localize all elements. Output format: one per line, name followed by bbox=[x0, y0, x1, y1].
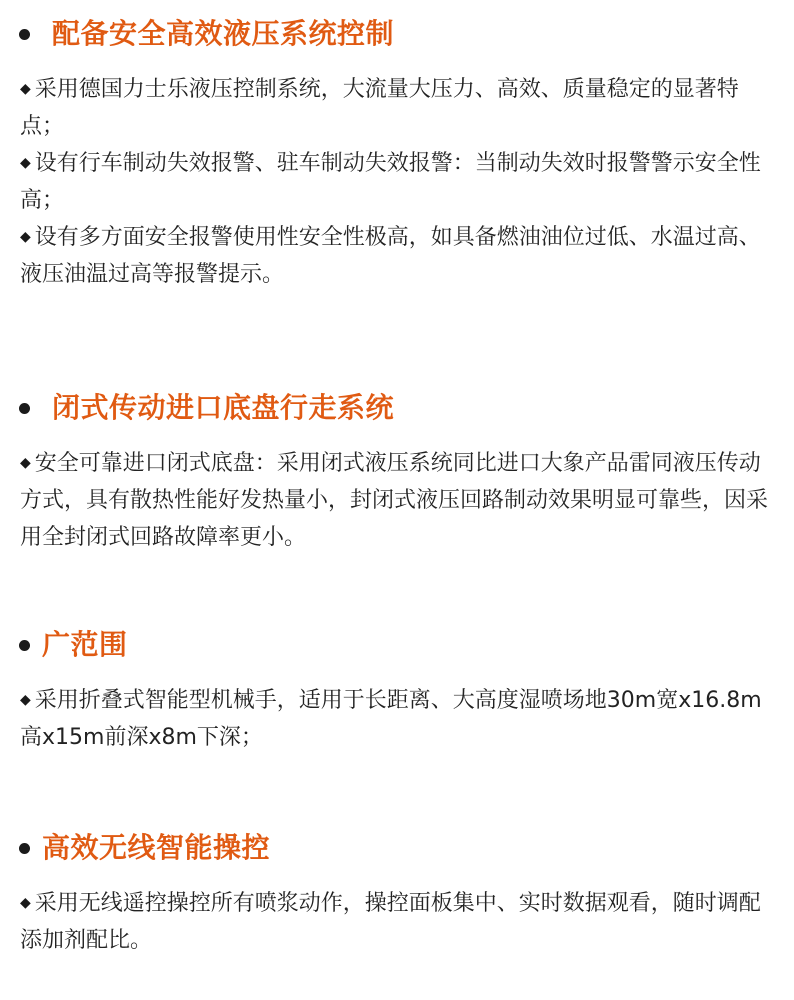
section-heading bbox=[0, 830, 794, 870]
section-title: 配备安全高效液压系统控制 bbox=[52, 17, 395, 50]
section-closed-drive-chassis bbox=[0, 390, 794, 550]
section-title: 广范围 bbox=[42, 628, 128, 661]
paragraph bbox=[20, 71, 780, 145]
paragraph-text: 安全可靠进口闭式底盘：采用闭式液压系统同比进口大象产品雷同液压传动方式，具有散热性能好发热量小，封闭式液压回路制动效果明显可靠些，因采用全封闭式回路故障率更小。 bbox=[20, 451, 769, 550]
bullet-circle-icon bbox=[19, 29, 30, 40]
diamond-bullet-icon: ◆ bbox=[20, 455, 31, 471]
section-heading bbox=[0, 16, 794, 56]
diamond-bullet-icon: ◆ bbox=[20, 895, 31, 911]
paragraph-text: 采用德国力士乐液压控制系统，大流量大压力、高效、质量稳定的显著特点； bbox=[20, 77, 739, 139]
diamond-bullet-icon: ◆ bbox=[20, 229, 31, 245]
section-body bbox=[20, 71, 780, 293]
paragraph bbox=[20, 445, 780, 556]
section-wireless-control bbox=[0, 830, 794, 953]
bullet-circle-icon bbox=[19, 403, 30, 414]
diamond-bullet-icon: ◆ bbox=[20, 81, 31, 97]
section-title: 高效无线智能操控 bbox=[42, 831, 271, 864]
paragraph-text: 采用无线遥控操控所有喷浆动作，操控面板集中、实时数据观看，随时调配添加剂配比。 bbox=[20, 891, 761, 953]
paragraph bbox=[20, 885, 780, 959]
paragraph bbox=[20, 682, 780, 756]
diamond-bullet-icon: ◆ bbox=[20, 155, 31, 171]
paragraph-text: 设有多方面安全报警使用性安全性极高，如具备燃油油位过低、水温过高、液压油温过高等报警提示。 bbox=[20, 225, 761, 287]
section-title: 闭式传动进口底盘行走系统 bbox=[52, 391, 395, 424]
paragraph-text: 设有行车制动失效报警、驻车制动失效报警：当制动失效时报警警示安全性高； bbox=[20, 151, 761, 213]
paragraph bbox=[20, 145, 780, 219]
section-wide-range bbox=[0, 627, 794, 750]
section-body bbox=[20, 682, 780, 756]
section-heading bbox=[0, 390, 794, 430]
diamond-bullet-icon: ◆ bbox=[20, 692, 31, 708]
section-hydraulic-control bbox=[0, 16, 794, 287]
paragraph bbox=[20, 219, 780, 293]
section-heading bbox=[0, 627, 794, 667]
bullet-circle-icon bbox=[19, 843, 30, 854]
bullet-circle-icon bbox=[19, 640, 30, 651]
paragraph-text: 采用折叠式智能型机械手，适用于长距离、大高度湿喷场地30m宽x16.8m高x15m前深x8m下深； bbox=[20, 688, 762, 750]
section-body bbox=[20, 445, 780, 556]
section-body bbox=[20, 885, 780, 959]
